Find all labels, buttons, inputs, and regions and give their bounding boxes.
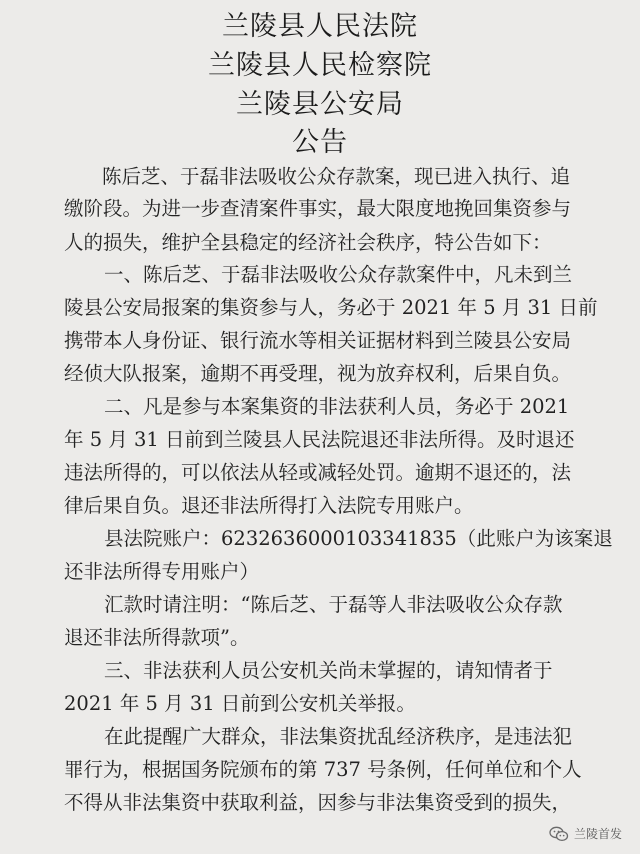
title-procuratorate: 兰陵县人民检察院 xyxy=(208,50,432,81)
body-line-14: 汇款时请注明：“陈后芝、于磊等人非法吸收公众存款 xyxy=(104,593,563,616)
body-line-19: 罪行为，根据国务院颁布的第 737 号条例，任何单位和个人 xyxy=(64,758,582,781)
body-line-7: 经侦大队报案，逾期不再受理，视为放弃权利，后果自负。 xyxy=(64,362,572,385)
body-line-11: 律后果自负。退还非法所得打入法院专用账户。 xyxy=(64,494,474,517)
body-line-4: 一、陈后芝、于磊非法吸收公众存款案件中，凡未到兰 xyxy=(104,263,573,286)
body-line-10: 违法所得的，可以依法从轻或减轻处罚。逾期不退还的，法 xyxy=(64,461,572,484)
wechat-icon xyxy=(549,826,569,842)
body-line-12-account: 县法院账户：6232636000103341835（此账户为该案退 xyxy=(104,527,613,550)
source-watermark xyxy=(545,823,626,844)
body-line-18: 在此提醒广大群众，非法集资扰乱经济秩序，是违法犯 xyxy=(104,725,573,748)
body-line-13: 还非法所得专用账户） xyxy=(64,560,260,583)
title-announcement: 公告 xyxy=(292,127,348,158)
body-line-2: 缴阶段。为进一步查清案件事实，最大限度地挽回集资参与 xyxy=(64,197,572,220)
body-line-1: 陈后芝、于磊非法吸收公众存款案，现已进入执行、追 xyxy=(102,165,571,188)
body-line-15: 退还非法所得款项”。 xyxy=(64,626,250,649)
body-line-16: 三、非法获利人员公安机关尚未掌握的，请知情者于 xyxy=(104,659,553,682)
body-line-3: 人的损失，维护全县稳定的经济社会秩序，特公告如下： xyxy=(64,231,552,254)
body-line-8: 二、凡是参与本案集资的非法获利人员，务必于 2021 xyxy=(104,395,570,418)
body-line-9: 年 5 月 31 日前到兰陵县人民法院退还非法所得。及时退还 xyxy=(64,428,575,451)
watermark-text: 兰陵首发 xyxy=(573,827,622,841)
title-court: 兰陵县人民法院 xyxy=(222,11,418,42)
body-line-17: 2021 年 5 月 31 日前到公安机关举报。 xyxy=(64,692,416,715)
body-line-20: 不得从非法集资中获取利益，因参与非法集资受到的损失， xyxy=(64,791,572,814)
body-line-6: 携带本人身份证、银行流水等相关证据材料到兰陵县公安局 xyxy=(64,329,572,352)
title-public-security-bureau: 兰陵县公安局 xyxy=(236,89,404,120)
body-line-5: 陵县公安局报案的集资参与人，务必于 2021 年 5 月 31 日前 xyxy=(64,296,598,319)
